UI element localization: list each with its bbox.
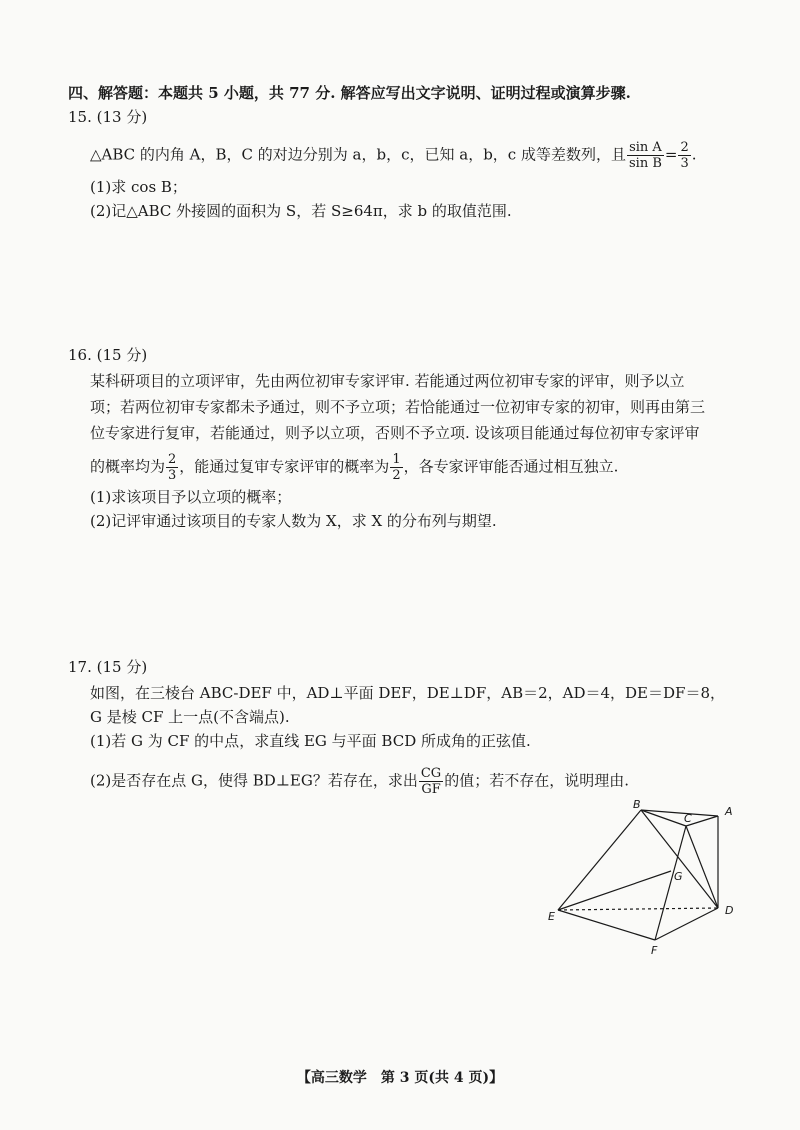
q16-part1: (1)求该项目予以立项的概率； [90, 488, 292, 506]
q17-line1: 如图，在三棱台 ABC-DEF 中，AD⊥平面 DEF，DE⊥DF，AB＝2，AD＝4，DE＝DF＝8， [90, 684, 725, 702]
edge-FD [655, 908, 718, 940]
q17-part1: (1)若 G 为 CF 的中点，求直线 EG 与平面 BCD 所成角的正弦值. [90, 732, 531, 750]
q17-part2 [90, 766, 629, 797]
q15-stem-text: △ABC 的内角 A，B，C 的对边分别为 a，b，c，已知 a，b，c 成等差数列，且 [90, 145, 626, 164]
edge-BA [641, 810, 718, 816]
q15-part1: (1)求 cos B； [90, 178, 187, 196]
q16-line4-c: ，各专家评审能否通过相互独立. [403, 457, 619, 476]
q15-sin-numerator: sin A [629, 140, 662, 155]
vertex-label-D: D [725, 904, 734, 917]
q16-prob-initial-den: 3 [168, 468, 177, 483]
q15-equals: = [664, 145, 678, 164]
q16-prob-review-den: 2 [392, 468, 401, 483]
vertex-label-E: E [548, 910, 555, 923]
edge-BD [641, 810, 718, 908]
vertex-label-G: G [674, 870, 683, 883]
section-title: 四、解答题：本题共 5 小题，共 77 分. 解答应写出文字说明、证明过程或演算步骤. [68, 84, 631, 102]
q16-line4-b: ，能通过复审专家评审的概率为 [179, 457, 390, 476]
q16-prob-review [390, 452, 402, 483]
edge-ED-hidden [558, 908, 718, 910]
q15-value-denominator: 3 [680, 156, 689, 171]
q17-number: 17. (15 分) [68, 658, 148, 676]
q16-prob-review-num: 1 [392, 452, 401, 467]
vertex-label-A: A [725, 805, 733, 818]
edge-BE [558, 810, 641, 910]
edge-CF [655, 826, 686, 940]
frustum-figure [540, 795, 750, 965]
q15-stem-end: . [691, 145, 697, 164]
q16-number: 16. (15 分) [68, 346, 148, 364]
q17-ratio-den: GF [421, 782, 441, 797]
q16-line3: 位专家进行复审，若能通过，则予以立项，否则不予立项. 设该项目能通过每位初审专家评审 [90, 424, 700, 442]
q15-part2: (2)记△ABC 外接圆的面积为 S，若 S≥64π，求 b 的取值范围. [90, 202, 512, 220]
vertex-label-C: C [684, 812, 692, 825]
q16-part2: (2)记评审通过该项目的专家人数为 X，求 X 的分布列与期望. [90, 512, 497, 530]
q16-line2: 项；若两位初审专家都未予通过，则不予立项；若恰能通过一位初审专家的初审，则再由第三 [90, 398, 706, 416]
q16-line4 [90, 452, 618, 483]
q16-line1: 某科研项目的立项评审，先由两位初审专家评审. 若能通过两位初审专家的评审，则予以立 [90, 372, 685, 390]
q15-value-numerator: 2 [680, 140, 689, 155]
edge-EF [558, 910, 655, 940]
page-footer: 【高三数学 第 3 页(共 4 页)】 [296, 1070, 504, 1086]
q17-ratio-num: CG [420, 766, 442, 781]
q16-line4-a: 的概率均为 [90, 457, 166, 476]
edge-CD [686, 826, 718, 908]
q15-ratio-value [678, 140, 690, 171]
q17-line2: G 是棱 CF 上一点(不含端点). [90, 708, 290, 726]
q15-sin-denominator: sin B [628, 156, 662, 171]
vertex-label-F: F [651, 944, 658, 957]
q16-prob-initial [166, 452, 178, 483]
vertex-label-B: B [633, 798, 641, 811]
q17-part2-a: (2)是否存在点 G，使得 BD⊥EG？若存在，求出 [90, 771, 418, 790]
q16-prob-initial-num: 2 [168, 452, 177, 467]
q15-stem [90, 140, 697, 171]
q17-cg-gf-ratio [419, 766, 443, 797]
q17-part2-b: 的值；若不存在，说明理由. [444, 771, 629, 790]
q15-number: 15. (13 分) [68, 108, 148, 126]
q15-sin-ratio [627, 140, 664, 171]
